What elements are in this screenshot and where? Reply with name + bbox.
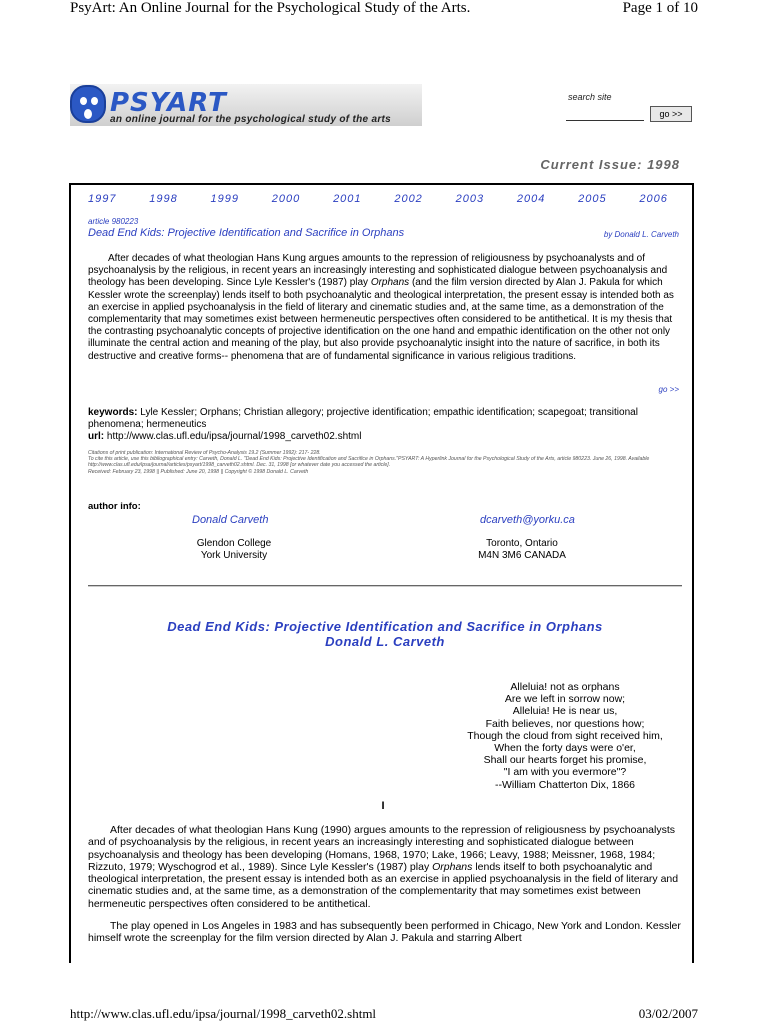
year-link-2003[interactable]: 2003 bbox=[455, 193, 485, 205]
current-issue-heading: Current Issue: 1998 bbox=[540, 157, 680, 172]
year-link-2001[interactable]: 2001 bbox=[333, 193, 362, 205]
author-name-link[interactable]: Donald Carveth bbox=[192, 514, 269, 526]
body-paragraph: After decades of what theologian Hans Kung (1990) argues amounts to the repression of religiousness by psychoanalysts and of psychoanalysis by the religious, in recent years an increasingly interesting and sophisticated dialogue between psychoanalysis and theology has been developing (Homans, 1968, 1970; Lake, 1966; Leavy, 1988; Meissner, 1968, 1984; Rizzuto, 1979; Wyschogrod et al., 1989). Since Lyle Kessler's (1987) play Orphans lends itself to both psychoanalytic and theological interpretation, the present essay is intended both as an exercise in applied psychoanalysis in the field of literary and cinematic studies and, at the same time, as a demonstration of the complementarity that may sometimes exist between hermeneutic perspectives often considered to be antithetical. bbox=[88, 824, 679, 910]
author-info-label: author info: bbox=[88, 501, 141, 512]
year-link-2005[interactable]: 2005 bbox=[578, 193, 607, 205]
citation-info: Citations of print publication: International Review of Psycho-Analysis 19.2 (Summer 1992): 217- 228. To cite this article, use this bibliographical entry: Carveth, Donald L. "Dead End Kids: Projective Identification and Sacrifice in Orphans."PSYART: A Hyperlink Journal for the Psychological Study of the Arts, article 980223. June 26, 1998. Available http://www.clas.ufl.edu/ipsa/journal/articles/psyart/1998_carveth02.shtml. Dec. 31, 1998 [or whatever date you accessed the article]. Received: February 23, 1998 || Published: June 20, 1998 || Copyright © 1998 Donald L. Carveth bbox=[88, 450, 650, 475]
year-link-1997[interactable]: 1997 bbox=[88, 193, 117, 205]
search-go-button[interactable]: go >> bbox=[650, 106, 692, 122]
article-abstract: After decades of what theologian Hans Kung argues amounts to the repression of religiousness by psychoanalysts and of psychoanalysis by the religious, in recent years an increasingly interesting and sophisticated dialogue between psychoanalysis and theology has been developing. Since Lyle Kessler's (1987) play Orphans (and the film version directed by Alan J. Pakula for which Kessler wrote the screenplay) lends itself to both psychoanalytic and theological interpretation, the present essay is intended both as an exercise in applied psychoanalysis in the field of literary and cinematic studies and, at the same time, as a demonstration of the complementarity that may sometimes exist between hermeneutic perspectives often considered to be antithetical. It is my thesis that the contrasting psychoanalytic concepts of projective identification on the one hand and empathic identification on the other not only illuminate the central action and meaning of the play, but also provide psychoanalytic insight into the nature of sacrifice, in both its destructive and creative forms-- phenomena that are of fundamental significance in various religious traditions. bbox=[88, 253, 674, 362]
article-byline: by Donald L. Carveth bbox=[603, 230, 679, 239]
epigraph-line: Alleluia! He is near us, bbox=[512, 705, 618, 718]
year-link-2006[interactable]: 2006 bbox=[639, 193, 668, 205]
body-paragraph: The play opened in Los Angeles in 1983 and has subsequently been performed in Chicago, New York and London. Kessler himself wrote the screenplay for the film version directed by Alan J. Pakula and starring Albert bbox=[88, 920, 681, 945]
epigraph-line: When the forty days were o'er, bbox=[494, 742, 636, 755]
epigraph-attribution: --William Chatterton Dix, 1866 bbox=[494, 778, 636, 791]
search-label: search site bbox=[568, 92, 612, 102]
epigraph-line: Alleluia! not as orphans bbox=[510, 681, 620, 693]
epigraph-line: Though the cloud from sight received him, bbox=[467, 729, 663, 742]
psyart-tagline: an online journal for the psychological study of the arts bbox=[110, 114, 392, 125]
article-title-link[interactable]: Dead End Kids: Projective Identification and Sacrifice in Orphans bbox=[88, 227, 405, 239]
year-link-1998[interactable]: 1998 bbox=[149, 193, 178, 205]
print-footer-date: 03/02/2007 bbox=[638, 1006, 698, 1021]
year-nav bbox=[88, 193, 668, 205]
psyart-banner[interactable] bbox=[70, 84, 422, 126]
epigraph-line: Faith believes, nor questions how; bbox=[485, 717, 645, 730]
year-link-1999[interactable]: 1999 bbox=[210, 193, 240, 205]
year-link-2002[interactable]: 2002 bbox=[394, 193, 423, 205]
abstract-go-link[interactable]: go >> bbox=[658, 385, 679, 394]
epigraph-line: "I am with you evermore"? bbox=[503, 766, 627, 779]
article-id: article 980223 bbox=[88, 217, 139, 226]
print-footer-url: http://www.clas.ufl.edu/ipsa/journal/1998_carveth02.shtml bbox=[70, 1006, 377, 1021]
psyart-logo-text: PSYART bbox=[110, 88, 227, 118]
author-address: Toronto, Ontario M4N 3M6 CANADA bbox=[478, 538, 566, 561]
author-email-link[interactable]: dcarveth@yorku.ca bbox=[480, 514, 575, 526]
print-header-title: PsyArt: An Online Journal for the Psychological Study of the Arts. bbox=[70, 0, 471, 16]
section-numeral: I bbox=[381, 800, 385, 812]
psyart-face-icon bbox=[70, 85, 106, 123]
keywords: keywords: Lyle Kessler; Orphans; Christian allegory; projective identification; empathic identification; scapegoat; transitional phenomena; hermeneutics bbox=[88, 407, 638, 430]
search-input[interactable] bbox=[566, 108, 644, 121]
divider bbox=[88, 585, 682, 587]
author-institution: Glendon College York University bbox=[196, 538, 272, 561]
epigraph bbox=[430, 681, 700, 791]
article-url: url: http://www.clas.ufl.edu/ipsa/journal/1998_carveth02.shtml bbox=[88, 431, 362, 442]
print-header-page-number: Page 1 of 10 bbox=[622, 0, 698, 16]
year-link-2004[interactable]: 2004 bbox=[516, 193, 546, 205]
year-link-2000[interactable]: 2000 bbox=[271, 193, 301, 205]
epigraph-line: Shall our hearts forget his promise, bbox=[483, 754, 647, 767]
main-article-title: Dead End Kids: Projective Identification and Sacrifice in Orphans Donald L. Carveth bbox=[167, 619, 603, 649]
epigraph-line: Are we left in sorrow now; bbox=[504, 693, 626, 706]
